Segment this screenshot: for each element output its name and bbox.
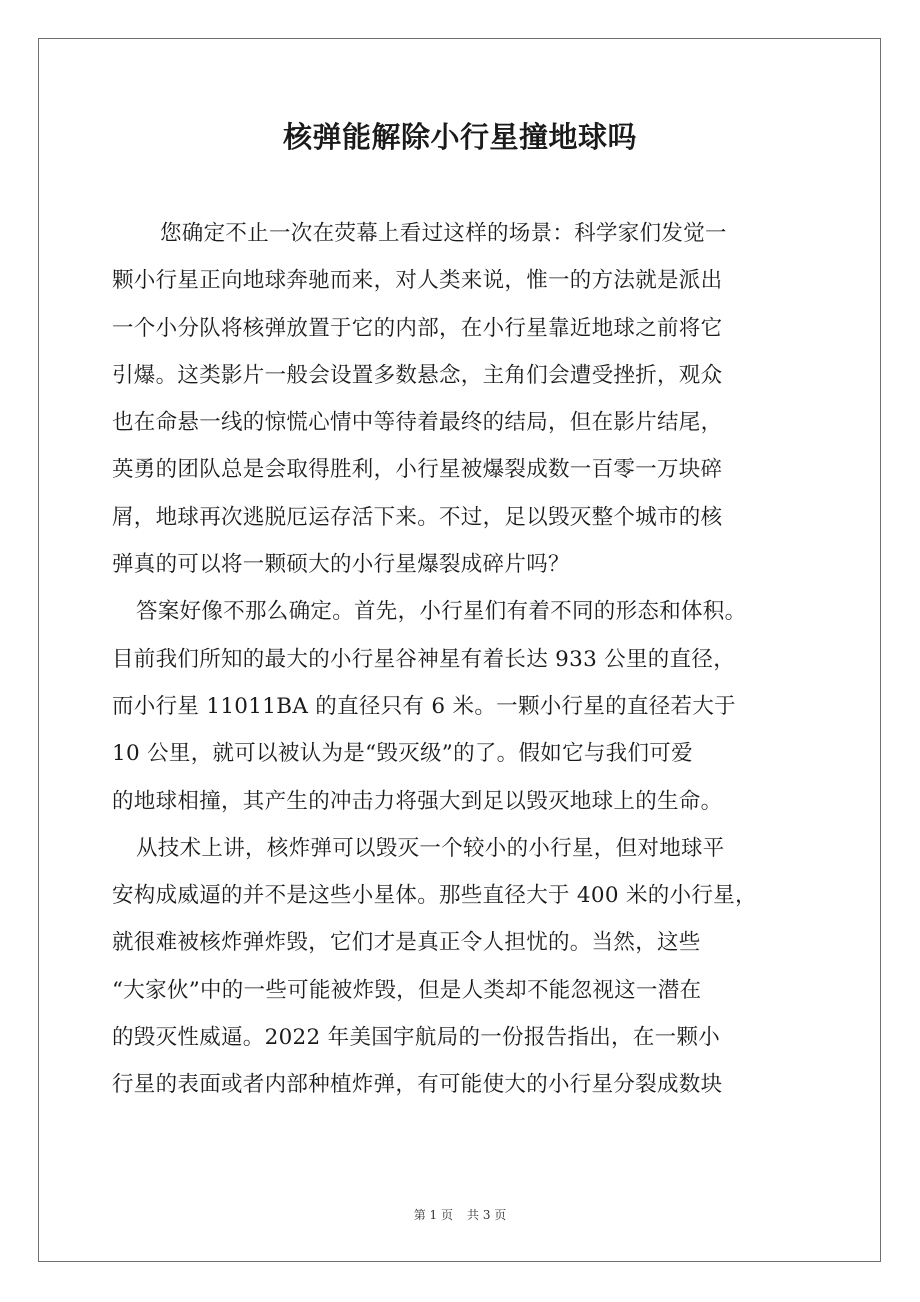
paragraph-line: 就很难被核炸弹炸毁，它们才是真正令人担忧的。当然，这些	[112, 930, 701, 956]
page-total: 共 3 页	[467, 1208, 507, 1222]
paragraph-line: 也在命悬一线的惊慌心情中等待着最终的结局，但在影片结尾，	[112, 410, 723, 436]
paragraph-line: 您确定不止一次在荧幕上看过这样的场景：科学家们发觉一	[160, 221, 727, 246]
paragraph-line: 颗小行星正向地球奔驰而来，对人类来说，惟一的方法就是派出	[112, 268, 723, 294]
paragraph-line: 引爆。这类影片一般会设置多数悬念，主角们会遭受挫折，观众	[112, 362, 723, 388]
paragraph-line: 屑，地球再次逃脱厄运存活下来。不过，足以毁灭整个城市的核	[112, 504, 723, 530]
paragraph-line: “大家伙”中的一些可能被炸毁，但是人类却不能忽视这一潜在	[112, 977, 702, 1003]
document-body	[112, 210, 832, 1109]
paragraph-line: 而小行星 11011BA 的直径只有 6 米。一颗小行星的直径若大于	[112, 693, 736, 719]
paragraph-line: 安构成威逼的并不是这些小星体。那些直径大于 400 米的小行星，	[112, 883, 757, 909]
document-title: 核弹能解除小行星撞地球吗	[282, 120, 637, 154]
paragraph-line: 从技术上讲，核炸弹可以毁灭一个较小的小行星，但对地球平	[136, 835, 725, 861]
paragraph-line: 英勇的团队总是会取得胜利，小行星被爆裂成数一百零一万块碎	[112, 457, 723, 483]
paragraph-line: 目前我们所知的最大的小行星谷神星有着长达 933 公里的直径，	[112, 646, 736, 672]
page-footer	[0, 1205, 920, 1225]
paragraph-line: 答案好像不那么确定。首先，小行星们有着不同的形态和体积。	[136, 599, 747, 625]
paragraph-line: 的毁灭性威逼。2022 年美国宇航局的一份报告指出，在一颗小	[112, 1025, 721, 1051]
paragraph-line: 10 公里，就可以被认为是“毁灭级”的了。假如它与我们可爱	[112, 741, 693, 767]
paragraph-line: 弹真的可以将一颗硕大的小行星爆裂成碎片吗？	[112, 552, 570, 578]
page-number: 第 1 页	[413, 1208, 453, 1222]
paragraph-line: 的地球相撞，其产生的冲击力将强大到足以毁灭地球上的生命。	[112, 788, 723, 814]
paragraph-line: 一个小分队将核弹放置于它的内部，在小行星靠近地球之前将它	[112, 315, 723, 341]
paragraph-line: 行星的表面或者内部种植炸弹，有可能使大的小行星分裂成数块	[112, 1072, 723, 1098]
